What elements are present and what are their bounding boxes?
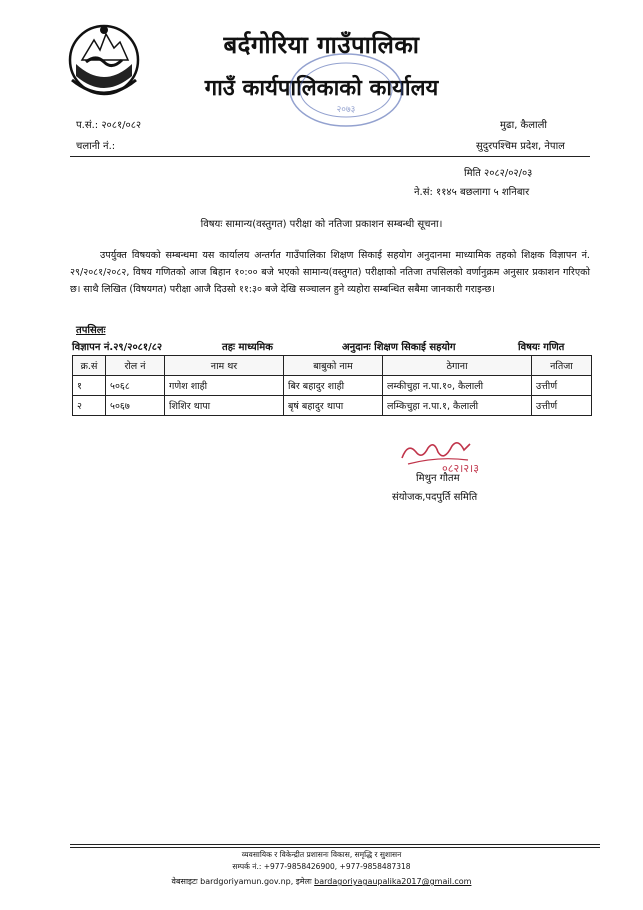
cell-roll: ५०६७	[106, 396, 165, 416]
header-roll: रोल नं	[106, 356, 165, 376]
cell-roll: ५०६८	[106, 376, 165, 396]
email-label: इमेलः	[295, 877, 312, 886]
date-bs: मिति २०८२/०२/०३	[464, 168, 533, 179]
vacancy-subject: विषयः गणित	[518, 342, 565, 353]
cell-result: उत्तीर्ण	[532, 376, 592, 396]
header-father: बाबुको नाम	[284, 356, 383, 376]
footer-divider	[70, 844, 600, 845]
vacancy-number: विज्ञापन नं.२९/२०८१/८२	[72, 342, 163, 353]
svg-text:२०७३: २०७३	[336, 105, 356, 115]
notice-subject: विषयः सामान्य(वस्तुगत) परीक्षा को नतिजा प्रकाशन सम्बन्धी सूचना।	[200, 219, 443, 230]
cell-name: गणेश शाही	[165, 376, 284, 396]
website-link[interactable]: bardgoriyamun.gov.np,	[200, 877, 294, 886]
office-title: गाउँ कार्यपालिकाको कार्यालय	[204, 76, 439, 101]
email-link[interactable]: bardagoriyagaupalika2017@gmail.com	[314, 877, 472, 886]
cell-address: लम्कीचुहा न.पा.१०, कैलाली	[383, 376, 532, 396]
cell-address: लम्किचुहा न.पा.१, कैलाली	[383, 396, 532, 416]
office-stamp	[286, 50, 406, 130]
signature	[398, 438, 508, 474]
svg-text:०८२।२।३: ०८२।२।३	[442, 462, 479, 474]
table-row	[73, 376, 592, 396]
cell-serial: १	[73, 376, 106, 396]
signatory-name: मिथुन गौतम	[416, 473, 460, 484]
municipality-title: बर्दगोरिया गाउँपालिका	[223, 31, 420, 59]
header-address: ठेगाना	[383, 356, 532, 376]
header-serial: क्र.सं	[73, 356, 106, 376]
date-nepal-sambat: ने.सं: ११४५ बछलागा ५ शनिबार	[414, 187, 530, 198]
footer-divider-thin	[70, 847, 600, 848]
results-table	[72, 355, 592, 416]
signatory-role: संयोजक,पदपुर्ति समिति	[392, 492, 478, 503]
cell-result: उत्तीर्ण	[532, 396, 592, 416]
dispatch-number: चलानी नं.:	[76, 141, 116, 152]
address-line-2: सुदुरपश्चिम प्रदेश, नेपाल	[476, 141, 565, 152]
address-line-1: मुढा, कैलाली	[500, 120, 547, 131]
vacancy-level: तहः माध्यमिक	[222, 342, 273, 353]
cell-father: बृषं बहादुर थापा	[284, 396, 383, 416]
notice-body	[70, 247, 590, 298]
header-result: नतिजा	[532, 356, 592, 376]
cell-name: शिशिर थापा	[165, 396, 284, 416]
details-heading: तपसिलः	[76, 325, 106, 336]
footer-contact: सम्पर्क नं.: +977-9858426900, +977-9858487318	[232, 862, 411, 871]
header-name: नाम थर	[165, 356, 284, 376]
notice-paragraph: उपर्युक्त विषयको सम्बन्धमा यस कार्यालय अन्तर्गत गाउँपालिका शिक्षण सिकाई सहयोग अनुदानमा माध्यामिक तहको शिक्षक विज्ञापन नं. २९/२०८१/२०८२, विषय गणितको आज बिहान १०:०० बजे भएको सामान्य(वस्तुगत) परीक्षाको नतिजा तपसिलको वर्णानुक्रम अनुसार प्रकाशन गरिएको छ। साथै लिखित (विषयगत) परीक्षा आजै दिउसो ११:३० बजे देखि सञ्चालन हुने व्यहोरा सम्बन्धित सबैमा जानकारी गराइन्छ।	[70, 250, 590, 295]
table-row	[73, 396, 592, 416]
footer-slogan: व्यवसायिक र विकेन्द्रीत प्रशासनः विकास, समृद्धि र सुशासन	[241, 850, 402, 859]
reference-number: प.सं.: २०८१/०८२	[76, 120, 142, 131]
footer-web-email	[0, 876, 643, 887]
website-label: वेबसाइटः	[171, 877, 198, 886]
table-header-row	[73, 356, 592, 376]
vacancy-grant: अनुदानः शिक्षण सिकाई सहयोग	[342, 342, 456, 353]
cell-father: बिर बहादुर शाही	[284, 376, 383, 396]
header-divider	[70, 156, 590, 157]
cell-serial: २	[73, 396, 106, 416]
